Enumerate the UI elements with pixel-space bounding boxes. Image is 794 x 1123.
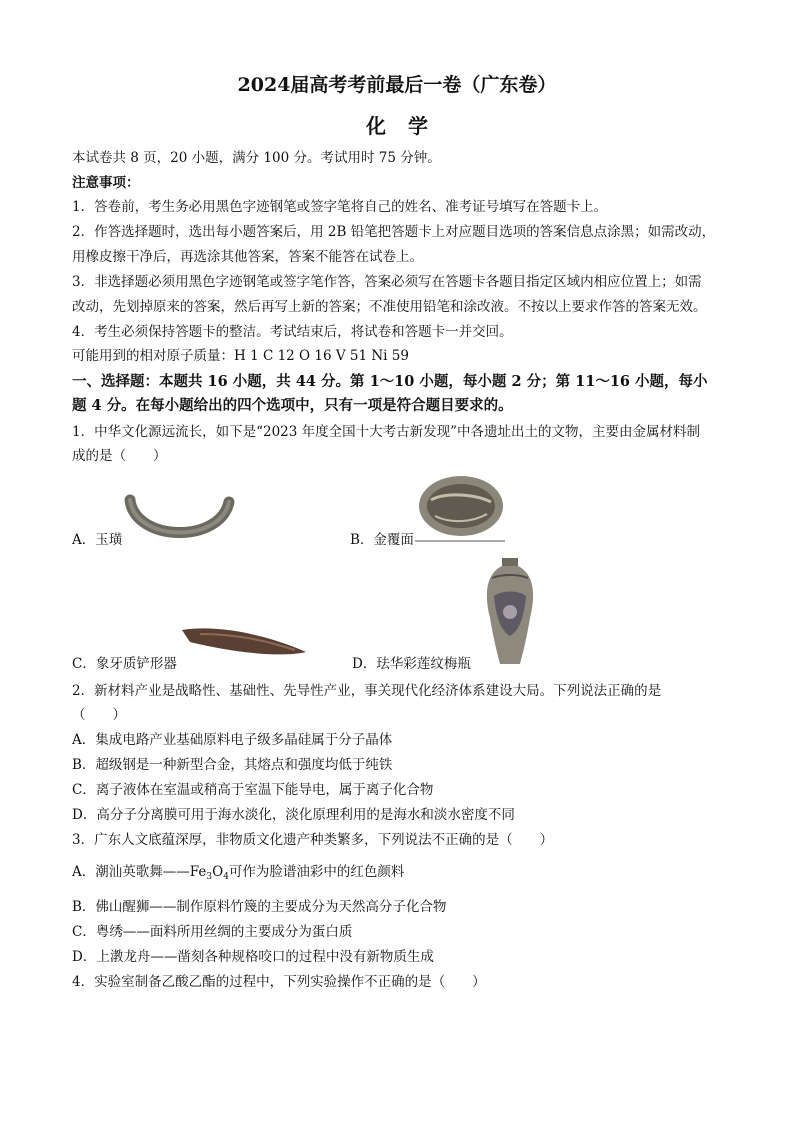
q2-stem: 2．新材料产业是战略性、基础性、先导性产业，事关现代化经济体系建设大局。下列说法正确的是 — [72, 683, 662, 699]
notice-line: 4．考生必须保持答题卡的整洁。考试结束后，将试卷和答题卡一并交回。 — [72, 324, 513, 340]
q1-option-a: A．玉璜 — [72, 532, 123, 548]
q1-option-c: C．象牙质铲形器 — [72, 656, 177, 672]
fe3o4-formula: $Fe_3O_4$ — [189, 864, 229, 882]
q3-stem: 3．广东人文底蕴深厚，非物质文化遗产种类繁多，下列说法不正确的是（ ） — [72, 832, 554, 848]
q1-stem-cont: 成的是（ ） — [72, 448, 167, 464]
q3-option: B．佛山醒狮——制作原料竹篾的主要成分为天然高分子化合物 — [72, 899, 447, 915]
section-heading-cont: 题 4 分。在每小题给出的四个选项中，只有一项是符合题目要求的。 — [72, 397, 513, 414]
q2-option: A．集成电路产业基础原料电子级多晶硅属于分子晶体 — [72, 732, 393, 748]
q4-stem: 4．实验室制备乙酸乙酯的过程中，下列实验操作不正确的是（ ） — [72, 974, 486, 990]
q1-option-d: D．珐华彩莲纹梅瓶 — [352, 656, 471, 672]
section-heading: 一、选择题：本题共 16 小题，共 44 分。第 1～10 小题，每小题 2 分；第 11～16 小题，每小 — [72, 373, 708, 390]
q3-option: C．粤绣——面料所用丝绸的主要成分为蛋白质 — [72, 924, 353, 940]
q1-option-b: B．金覆面 — [350, 532, 414, 548]
exam-summary: 本试卷共 8 页，20 小题，满分 100 分。考试用时 75 分钟。 — [72, 150, 441, 166]
notice-line: 3．非选择题必须用黑色字迹钢笔或签字笔作答，答案必须写在答题卡各题目指定区域内相应位置上；如需 — [72, 274, 702, 290]
subject-title: 化学 — [366, 114, 450, 138]
gold-mask-image — [415, 472, 507, 544]
plum-vase-image — [480, 556, 540, 668]
exam-title: 2024届高考考前最后一卷（广东卷） — [237, 74, 557, 96]
ivory-spatula-image — [180, 622, 310, 662]
q2-option: C．离子液体在室温或稍高于室温下能导电，属于离子化合物 — [72, 782, 434, 798]
q3-option: D．上漖龙舟——凿刻各种规格咬口的过程中没有新物质生成 — [72, 949, 434, 965]
atomic-masses: 可能用到的相对原子质量：H 1 C 12 O 16 V 51 Ni 59 — [72, 348, 409, 364]
q2-option: B．超级钢是一种新型合金，其熔点和强度均低于纯铁 — [72, 757, 393, 773]
q3-option-a-prefix: A．潮汕英歌舞—— — [72, 864, 190, 880]
q3-option-a — [72, 862, 404, 887]
notice-line: 2．作答选择题时，选出每小题答案后，用 2B 铅笔把答题卡上对应题目选项的答案信息点涂黑；如需改动， — [72, 224, 716, 240]
q1-stem: 1．中华文化源远流长，如下是“2023 年度全国十大考古新发现”中各遗址出土的文物，主要由金属材料制 — [72, 424, 701, 440]
notice-line: 改动，先划掉原来的答案，然后再写上新的答案；不准使用铅笔和涂改液。不按以上要求作答的答案无效。 — [72, 299, 707, 315]
notice-line: 1．答卷前，考生务必用黑色字迹钢笔或签字笔将自己的姓名、准考证号填写在答题卡上。 — [72, 199, 608, 215]
notice-line: 用橡皮擦干净后，再选涂其他答案，答案不能答在试卷上。 — [72, 249, 423, 265]
q3-option-a-suffix: 可作为脸谱油彩中的红色颜料 — [228, 864, 405, 880]
notice-heading: 注意事项： — [72, 175, 140, 191]
jade-huang-image — [125, 492, 235, 552]
q2-stem-cont: （ ） — [72, 707, 126, 723]
q2-option: D．高分子分离膜可用于海水淡化，淡化原理利用的是海水和淡水密度不同 — [72, 807, 515, 823]
